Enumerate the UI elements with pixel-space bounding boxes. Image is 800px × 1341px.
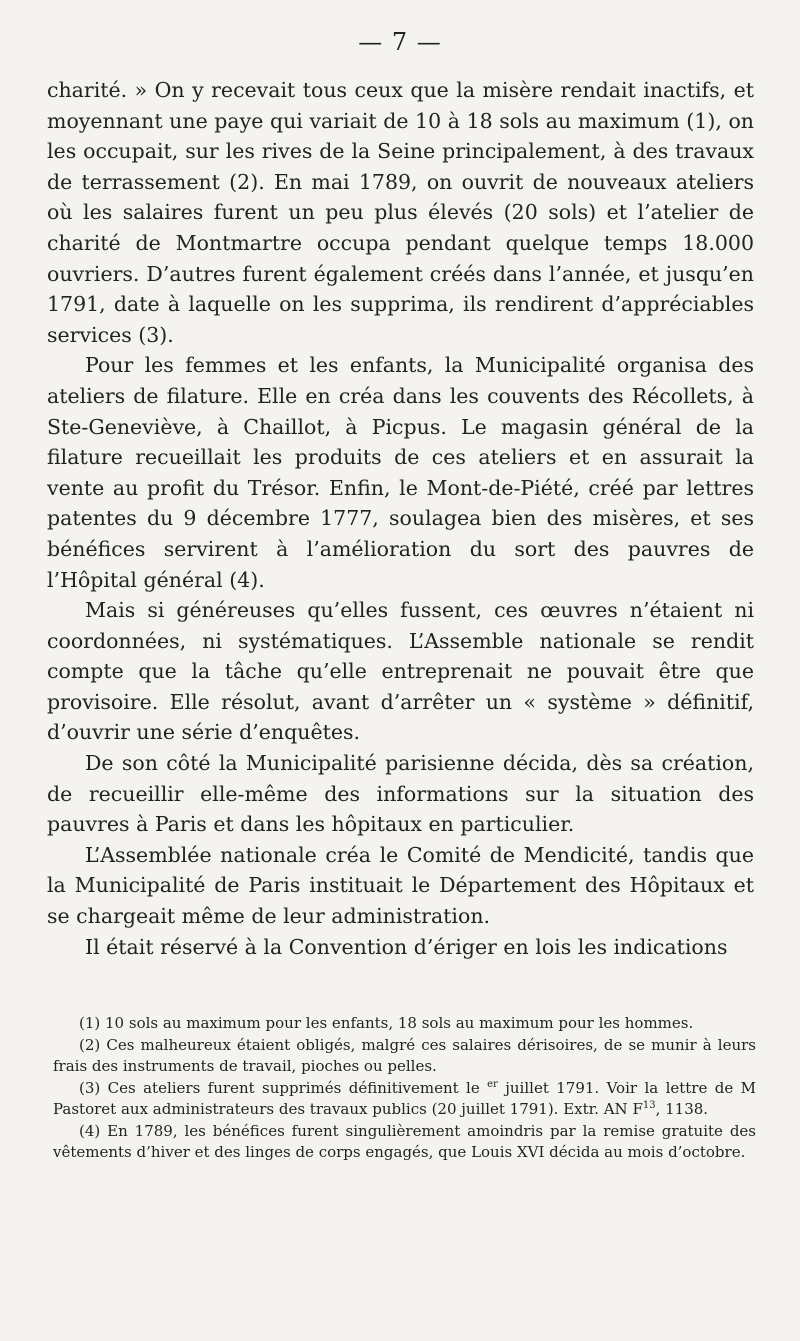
paragraph: Pour les femmes et les enfants, la Municipalité organisa des ateliers de filature. Elle en créa dans les couvents des Récollets, à Ste-Geneviève, à Chaillot, à Picpus. Le magasin général de la filature recueillait les produits de ces ateliers et en assurait la vente au profit du Trésor. Enfin, le Mont-de-Piété, créé par lettres patentes du 9 décembre 1777, soulagea bien des misères, et ses bénéfices servirent à l’amélioration du sort des pauvres de l’Hôpital général (4). [47,353,754,592]
footnote-1: (1) 10 sols au maximum pour les enfants, 18 sols au maximum pour les hommes. [79,1014,694,1032]
footnote-4: (4) En 1789, les bénéfices furent singulièrement amoindris par la remise gratuite des vêtements d’hiver et des linges de corps engagés, que Louis XVI décida au mois d’octobre. [53,1121,756,1161]
paragraph: Il était réservé à la Convention d’ériger en lois les indications [85,934,728,959]
main-text [47,75,754,962]
footnote-3-text: juillet 1791. Voir la lettre de M Pastoret aux administrateurs des travaux publics (20 juillet 1791). Extr. AN F [53,1078,756,1118]
footnote-2: (2) Ces malheureux étaient obligés, malgré ces salaires dérisoires, de se munir à leurs frais des instruments de travail, pioches ou pelles. [53,1035,756,1075]
paragraph: De son côté la Municipalité parisienne décida, dès sa création, de recueillir elle-même des informations sur la situation des pauvres à Paris et dans les hôpitaux en particulier. [47,751,754,837]
footnote-3-text: (3) Ces ateliers furent supprimés définitivement le [79,1078,488,1097]
footnote-3-sup-er: er [487,1078,498,1090]
page-number: — 7 — [358,28,442,56]
paragraph: charité. » On y recevait tous ceux que la misère rendait inactifs, et moyennant une paye qui variait de 10 à 18 sols au maximum (1), on les occupait, sur les rives de la Seine principalement, à des travaux de terrassement (2). En mai 1789, on ouvrit de nouveaux ateliers où les salaires furent un peu plus élevés (20 sols) et l’atelier de charité de Montmartre occupa pendant quelque temps 18.000 ouvriers. D’autres furent également créés dans l’année, et jusqu’en 1791, date à laquelle on les supprima, ils rendirent d’appréciables services (3). [47,78,754,347]
paragraph: L’Assemblée nationale créa le Comité de Mendicité, tandis que la Municipalité de Paris instituait le Département des Hôpitaux et se chargeait même de leur administration. [47,842,754,929]
footnotes [53,1013,756,1164]
footnote-3-text: , 1138. [655,1100,709,1118]
footnote-3-sup-13: 13 [642,1100,656,1111]
footnote-3 [53,1078,756,1121]
paragraph: Mais si généreuses qu’elles fussent, ces œuvres n’étaient ni coordonnées, ni systématiques. L’Assemble nationale se rendit compte que la tâche qu’elle entreprenait ne pouvait être que provisoire. Elle résolut, avant d’arrêter un « système » définitif, d’ouvrir une série d’enquêtes. [47,598,754,745]
